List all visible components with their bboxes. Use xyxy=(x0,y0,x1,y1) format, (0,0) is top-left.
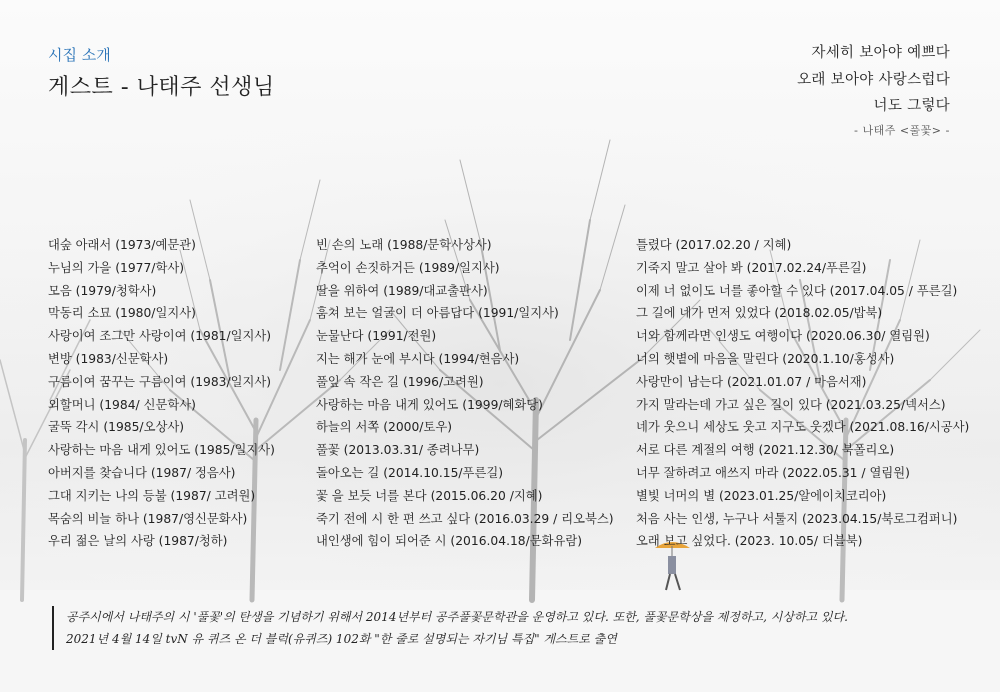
book-item: 대숲 아래서 (1973/예문관) xyxy=(48,238,196,252)
book-item: 눈물난다 (1991/전원) xyxy=(316,329,437,344)
book-item: 별빛 너머의 별 (2023.01.25/알에이치코리아) xyxy=(636,488,887,503)
poem-line: 자세히 보아야 예쁘다 xyxy=(811,45,950,61)
book-item: 너무 잘하려고 애쓰지 마라 (2022.05.31 / 열림원) xyxy=(636,465,910,480)
book-item: 너와 함께라면 인생도 여행이다 (2020.06.30/ 열림원) xyxy=(636,329,930,344)
book-item: 너의 햇볕에 마음을 말린다 (2020.1.10/홍성사) xyxy=(636,351,895,366)
book-item: 누님의 가을 (1977/학사) xyxy=(48,260,185,275)
book-item: 목숨의 비늘 하나 (1987/영신문화사) xyxy=(48,511,248,526)
book-item: 모음 (1979/청학사) xyxy=(48,283,157,298)
book-item: 네가 웃으니 세상도 웃고 지구도 웃겠다 (2021.08.16/시공사) xyxy=(636,420,970,435)
footnote xyxy=(52,606,848,650)
book-item: 틀렸다 (2017.02.20 / 지혜) xyxy=(636,238,792,252)
book-item: 지는 해가 눈에 부시다 (1994/현음사) xyxy=(316,351,520,366)
book-item: 죽기 전에 시 한 편 쓰고 싶다 (2016.03.29 / 리오북스) xyxy=(316,511,614,526)
book-item: 돌아오는 길 (2014.10.15/푸른길) xyxy=(316,465,503,480)
book-item: 사랑하는 마음 내게 있어도 (1999/혜화당) xyxy=(316,397,543,412)
book-item: 빈 손의 노래 (1988/문학사상사) xyxy=(316,238,492,252)
poem-line: 너도 그렇다 xyxy=(873,98,950,114)
book-item: 구름이여 꿈꾸는 구름이여 (1983/일지사) xyxy=(48,374,272,389)
book-item: 그 길에 네가 먼저 있었다 (2018.02.05/밥북) xyxy=(636,306,883,321)
book-item: 사랑하는 마음 내게 있어도 (1985/일지사) xyxy=(48,443,275,458)
book-item: 꽃 을 보듯 너를 본다 (2015.06.20 /지혜) xyxy=(316,488,543,503)
book-item: 추억이 손짓하거든 (1989/일지사) xyxy=(316,260,500,275)
book-item: 가지 말라는데 가고 싶은 길이 있다 (2021.03.25/넥서스) xyxy=(636,397,946,412)
book-item: 이제 너 없이도 너를 좋아할 수 있다 (2017.04.05 / 푸른길) xyxy=(636,283,958,298)
section-subtitle: 시집 소개 xyxy=(48,46,111,64)
book-item: 오래 보고 싶었다. (2023. 10.05/ 더블북) xyxy=(636,534,863,549)
book-item: 변방 (1983/신문학사) xyxy=(48,351,169,366)
book-item: 외할머니 (1984/ 신문학사) xyxy=(48,397,196,412)
book-item: 사랑이여 조그만 사랑이여 (1981/일지사) xyxy=(48,329,272,344)
poem-credit: - 나태주 <풀꽃> - xyxy=(854,123,950,137)
book-item: 서로 다른 계절의 여행 (2021.12.30/ 북폴리오) xyxy=(636,443,895,458)
book-item: 굴뚝 각시 (1985/오상사) xyxy=(48,420,185,435)
book-item: 훔쳐 보는 얼굴이 더 아름답다 (1991/일지사) xyxy=(316,306,559,321)
book-list-column-3 xyxy=(636,234,969,553)
book-item: 기죽지 말고 살아 봐 (2017.02.24/푸른길) xyxy=(636,260,867,275)
book-item: 처음 사는 인생, 누구나 서툴지 (2023.04.15/북로그컴퍼니) xyxy=(636,511,958,526)
book-item: 막동리 소묘 (1980/일지사) xyxy=(48,306,196,321)
book-item: 그대 지키는 나의 등불 (1987/ 고려원) xyxy=(48,488,256,503)
book-item: 딸을 위하여 (1989/대교출판사) xyxy=(316,283,488,298)
book-item: 아버지를 찾습니다 (1987/ 정음사) xyxy=(48,465,236,480)
book-item: 사랑만이 남는다 (2021.01.07 / 마음서재) xyxy=(636,374,867,389)
poem-quote xyxy=(797,40,950,138)
book-item: 우리 젊은 날의 사랑 (1987/청하) xyxy=(48,534,228,549)
poem-line: 오래 보아야 사랑스럽다 xyxy=(797,71,950,88)
footnote-line: 2021년 4월 14일 tvN 유 퀴즈 온 더 블럭(유퀴즈) 102화 "한 줄로 설명되는 자기님 특집" 게스트로 출연 xyxy=(66,632,617,646)
book-item: 내인생에 힘이 되어준 시 (2016.04.18/문화유람) xyxy=(316,534,583,549)
book-item: 풀꽃 (2013.03.31/ 종려나무) xyxy=(316,443,480,458)
book-list-column-1 xyxy=(48,234,275,553)
book-list-column-2 xyxy=(316,234,614,553)
page-title: 게스트 - 나태주 선생님 xyxy=(48,75,275,100)
footnote-line: 공주시에서 나태주의 시 '풀꽃'의 탄생을 기념하기 위해서 2014년부터 공주풀꽃문학관을 운영하고 있다. 또한, 풀꽃문학상을 제정하고, 시상하고 있다. xyxy=(66,610,848,624)
book-item: 풀잎 속 작은 길 (1996/고려원) xyxy=(316,374,484,389)
book-item: 하늘의 서쪽 (2000/토우) xyxy=(316,420,453,435)
